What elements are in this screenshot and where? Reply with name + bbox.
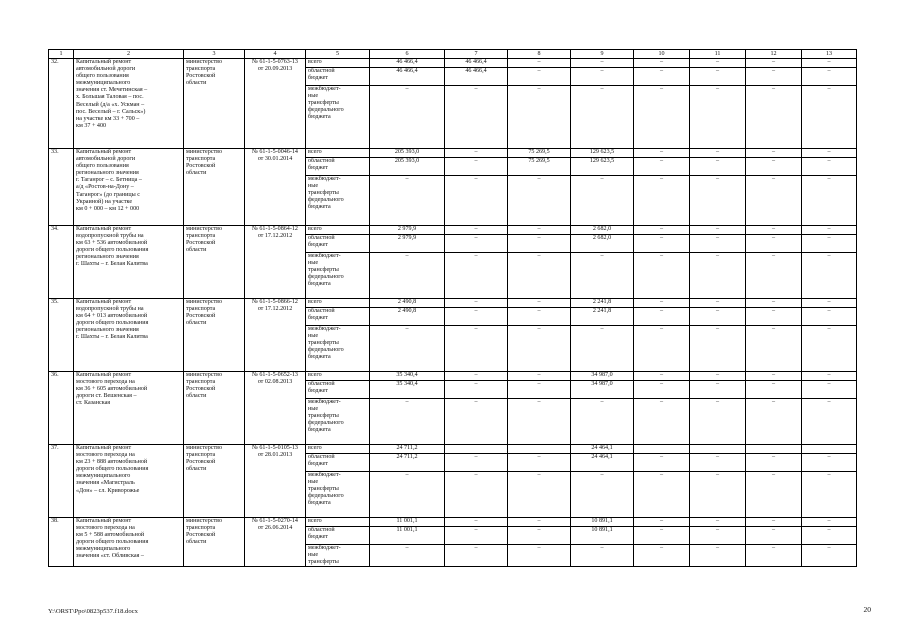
- funding-source: межбюджет- ные трансферты федерального бюджета: [306, 326, 370, 372]
- amount-cell: –: [445, 308, 508, 326]
- amount-cell: –: [634, 326, 690, 372]
- amount-cell: –: [802, 518, 857, 527]
- funding-source: всего: [306, 372, 370, 381]
- amount-cell: 2 979,9: [370, 235, 445, 253]
- object-name: Капитальный ремонт мостового перехода на км 36 + 605 автомобильной дороги ст. Вешенская – ст. Казанская: [74, 372, 184, 445]
- amount-cell: 2 241,8: [571, 299, 634, 308]
- amount-cell: –: [445, 326, 508, 372]
- funding-source: межбюджет- ные трансферты: [306, 545, 370, 567]
- funding-source: областной бюджет: [306, 527, 370, 545]
- amount-cell: –: [571, 399, 634, 445]
- amount-cell: –: [445, 299, 508, 308]
- amount-cell: –: [571, 86, 634, 149]
- amount-cell: –: [370, 86, 445, 149]
- amount-cell: 129 623,5: [571, 149, 634, 158]
- amount-cell: –: [370, 253, 445, 299]
- column-number: 2: [74, 50, 184, 59]
- amount-cell: 34 987,0: [571, 381, 634, 399]
- column-number: 9: [571, 50, 634, 59]
- amount-cell: –: [508, 372, 571, 381]
- amount-cell: –: [746, 176, 802, 226]
- amount-cell: –: [802, 86, 857, 149]
- amount-cell: –: [746, 149, 802, 158]
- amount-cell: –: [508, 399, 571, 445]
- amount-cell: –: [802, 381, 857, 399]
- amount-cell: 75 269,5: [508, 158, 571, 176]
- column-number: 8: [508, 50, 571, 59]
- column-number: 3: [184, 50, 245, 59]
- amount-cell: [690, 445, 746, 454]
- amount-cell: –: [690, 59, 746, 68]
- amount-cell: –: [690, 149, 746, 158]
- funding-source: межбюджет- ные трансферты федерального бюджета: [306, 86, 370, 149]
- amount-cell: –: [508, 518, 571, 527]
- amount-cell: –: [508, 454, 571, 472]
- amount-cell: 11 001,1: [370, 518, 445, 527]
- amount-cell: –: [508, 253, 571, 299]
- column-number: 7: [445, 50, 508, 59]
- funding-source: всего: [306, 518, 370, 527]
- amount-cell: –: [746, 158, 802, 176]
- amount-cell: –: [802, 372, 857, 381]
- amount-cell: 10 891,1: [571, 518, 634, 527]
- amount-cell: 35 340,4: [370, 381, 445, 399]
- amount-cell: –: [690, 454, 746, 472]
- amount-cell: [802, 445, 857, 454]
- funding-source: всего: [306, 149, 370, 158]
- amount-cell: 2 490,8: [370, 299, 445, 308]
- amount-cell: [746, 445, 802, 454]
- funding-source: всего: [306, 299, 370, 308]
- amount-cell: –: [370, 326, 445, 372]
- amount-cell: –: [690, 545, 746, 567]
- amount-cell: –: [508, 299, 571, 308]
- amount-cell: –: [746, 59, 802, 68]
- amount-cell: 2 682,0: [571, 226, 634, 235]
- amount-cell: –: [571, 176, 634, 226]
- funding-source: всего: [306, 226, 370, 235]
- funding-source: межбюджет- ные трансферты федерального бюджета: [306, 176, 370, 226]
- amount-cell: –: [634, 226, 690, 235]
- amount-cell: –: [746, 226, 802, 235]
- funding-source: всего: [306, 59, 370, 68]
- amount-cell: –: [508, 226, 571, 235]
- object-name: Капитальный ремонт автомобильной дороги общего пользования межмуниципального значения ст. Мечетинская – х. Большая Таловая – пос. Веселый (д/а «х. Ускман – пос. Веселый – г. Сальск») на участке км 33 + 700 – км 37 + 400: [74, 59, 184, 149]
- amount-cell: –: [746, 253, 802, 299]
- amount-cell: –: [746, 308, 802, 326]
- amount-cell: –: [802, 454, 857, 472]
- funding-source: всего: [306, 445, 370, 454]
- amount-cell: –: [445, 226, 508, 235]
- table-row: [49, 299, 857, 308]
- funding-source: областной бюджет: [306, 235, 370, 253]
- amount-cell: [508, 445, 571, 454]
- amount-cell: –: [445, 527, 508, 545]
- amount-cell: –: [508, 308, 571, 326]
- amount-cell: –: [802, 299, 857, 308]
- amount-cell: –: [690, 308, 746, 326]
- funding-source: областной бюджет: [306, 308, 370, 326]
- amount-cell: –: [445, 454, 508, 472]
- amount-cell: –: [445, 372, 508, 381]
- amount-cell: 205 393,0: [370, 149, 445, 158]
- amount-cell: –: [508, 235, 571, 253]
- amount-cell: 24 464,1: [571, 454, 634, 472]
- row-number: 33.: [49, 149, 74, 226]
- amount-cell: –: [802, 176, 857, 226]
- amount-cell: –: [634, 253, 690, 299]
- responsible-ministry: министерство транспорта Ростовской области: [184, 226, 245, 299]
- amount-cell: –: [370, 176, 445, 226]
- amount-cell: [445, 445, 508, 454]
- amount-cell: –: [508, 326, 571, 372]
- column-number: 11: [690, 50, 746, 59]
- amount-cell: –: [508, 68, 571, 86]
- object-name: Капитальный ремонт автомобильной дороги общего пользования регионального значения г. Таганрог – с. Бетница – а/д «Ростов-на-Дону – Таганрог» (до границы с Украиной) на участке км 0 + 000 – км 12 + 000: [74, 149, 184, 226]
- amount-cell: 2 490,8: [370, 308, 445, 326]
- column-number: 5: [306, 50, 370, 59]
- amount-cell: –: [571, 545, 634, 567]
- amount-cell: –: [802, 545, 857, 567]
- amount-cell: –: [746, 518, 802, 527]
- amount-cell: –: [508, 176, 571, 226]
- amount-cell: 2 241,8: [571, 308, 634, 326]
- amount-cell: –: [690, 86, 746, 149]
- budget-table: [48, 49, 857, 567]
- object-name: Капитальный ремонт водопропускной трубы на км 63 + 536 автомобильной дороги общего пользования регионального значения г. Шахты – г. Белая Калитва: [74, 226, 184, 299]
- amount-cell: –: [634, 68, 690, 86]
- table-row: [49, 226, 857, 235]
- amount-cell: –: [690, 299, 746, 308]
- amount-cell: –: [634, 158, 690, 176]
- amount-cell: –: [690, 472, 746, 518]
- funding-source: межбюджет- ные трансферты федерального бюджета: [306, 472, 370, 518]
- amount-cell: –: [802, 527, 857, 545]
- funding-source: областной бюджет: [306, 454, 370, 472]
- funding-source: областной бюджет: [306, 68, 370, 86]
- amount-cell: 75 269,5: [508, 149, 571, 158]
- amount-cell: –: [746, 299, 802, 308]
- expertise-document: № 61-1-5-0763-13 от 20.09.2013: [245, 59, 306, 149]
- amount-cell: –: [634, 372, 690, 381]
- amount-cell: –: [445, 399, 508, 445]
- amount-cell: –: [690, 176, 746, 226]
- amount-cell: –: [690, 527, 746, 545]
- column-number: 4: [245, 50, 306, 59]
- column-number: 12: [746, 50, 802, 59]
- amount-cell: –: [690, 326, 746, 372]
- amount-cell: –: [746, 472, 802, 518]
- row-number: 32.: [49, 59, 74, 149]
- amount-cell: –: [746, 399, 802, 445]
- table-row: [49, 372, 857, 381]
- amount-cell: –: [634, 299, 690, 308]
- object-name: Капитальный ремонт водопропускной трубы на км 64 + 013 автомобильной дороги общего пользования регионального значения г. Шахты – г. Белая Калитва: [74, 299, 184, 372]
- amount-cell: –: [370, 399, 445, 445]
- amount-cell: –: [746, 326, 802, 372]
- amount-cell: 129 623,5: [571, 158, 634, 176]
- responsible-ministry: министерство транспорта Ростовской области: [184, 299, 245, 372]
- expertise-document: № 61-1-5-0652-13 от 02.08.2013: [245, 372, 306, 445]
- responsible-ministry: министерство транспорта Ростовской области: [184, 372, 245, 445]
- object-name: Капитальный ремонт мостового перехода на км 23 + 888 автомобильной дороги общего пользования межмуниципального значения «Магистраль «Дон» – сл. Криворожье: [74, 445, 184, 518]
- amount-cell: 2 979,9: [370, 226, 445, 235]
- amount-cell: –: [571, 472, 634, 518]
- amount-cell: –: [571, 253, 634, 299]
- object-name: Капитальный ремонт мостового перехода на км 5 + 588 автомобильной дороги общего пользования межмуниципального значения «ст. Обливская –: [74, 518, 184, 567]
- amount-cell: –: [634, 176, 690, 226]
- amount-cell: –: [690, 381, 746, 399]
- amount-cell: –: [690, 226, 746, 235]
- row-number: 34.: [49, 226, 74, 299]
- column-number: 6: [370, 50, 445, 59]
- amount-cell: 35 340,4: [370, 372, 445, 381]
- amount-cell: 46 466,4: [445, 68, 508, 86]
- amount-cell: –: [571, 68, 634, 86]
- amount-cell: 34 987,0: [571, 372, 634, 381]
- amount-cell: –: [634, 399, 690, 445]
- amount-cell: –: [571, 326, 634, 372]
- table-row: [49, 149, 857, 158]
- responsible-ministry: министерство транспорта Ростовской области: [184, 445, 245, 518]
- amount-cell: –: [746, 372, 802, 381]
- amount-cell: –: [445, 176, 508, 226]
- amount-cell: –: [746, 545, 802, 567]
- amount-cell: –: [445, 158, 508, 176]
- amount-cell: –: [746, 527, 802, 545]
- amount-cell: –: [802, 149, 857, 158]
- responsible-ministry: министерство транспорта Ростовской области: [184, 518, 245, 567]
- amount-cell: 2 682,0: [571, 235, 634, 253]
- expertise-document: № 61-1-5-0046-14 от 30.01.2014: [245, 149, 306, 226]
- amount-cell: –: [445, 472, 508, 518]
- funding-source: межбюджет- ные трансферты федерального бюджета: [306, 399, 370, 445]
- row-number: 37.: [49, 445, 74, 518]
- column-number: 10: [634, 50, 690, 59]
- amount-cell: –: [634, 308, 690, 326]
- expertise-document: № 61-1-5-0270-14 от 26.06.2014: [245, 518, 306, 567]
- amount-cell: –: [802, 308, 857, 326]
- amount-cell: –: [634, 235, 690, 253]
- amount-cell: –: [508, 472, 571, 518]
- expertise-document: № 61-1-5-0866-12 от 17.12.2012: [245, 299, 306, 372]
- amount-cell: –: [445, 86, 508, 149]
- amount-cell: –: [802, 235, 857, 253]
- amount-cell: 11 001,1: [370, 527, 445, 545]
- amount-cell: –: [634, 381, 690, 399]
- amount-cell: –: [690, 399, 746, 445]
- amount-cell: –: [508, 527, 571, 545]
- amount-cell: –: [690, 253, 746, 299]
- amount-cell: –: [634, 527, 690, 545]
- amount-cell: –: [634, 518, 690, 527]
- amount-cell: –: [690, 68, 746, 86]
- amount-cell: –: [634, 545, 690, 567]
- table-row: [49, 518, 857, 527]
- amount-cell: –: [802, 399, 857, 445]
- amount-cell: –: [802, 68, 857, 86]
- amount-cell: –: [802, 472, 857, 518]
- amount-cell: 24 464,1: [571, 445, 634, 454]
- amount-cell: –: [802, 326, 857, 372]
- document-path: Y:\ORST\Ppo\0823p537.f18.docx: [48, 608, 138, 615]
- amount-cell: –: [746, 381, 802, 399]
- amount-cell: [634, 445, 690, 454]
- amount-cell: –: [802, 158, 857, 176]
- row-number: 35.: [49, 299, 74, 372]
- column-number: 13: [802, 50, 857, 59]
- row-number: 36.: [49, 372, 74, 445]
- amount-cell: 24 711,2: [370, 445, 445, 454]
- amount-cell: –: [802, 226, 857, 235]
- amount-cell: –: [690, 235, 746, 253]
- amount-cell: –: [445, 253, 508, 299]
- responsible-ministry: министерство транспорта Ростовской области: [184, 149, 245, 226]
- table-row: [49, 59, 857, 68]
- amount-cell: –: [508, 86, 571, 149]
- responsible-ministry: министерство транспорта Ростовской области: [184, 59, 245, 149]
- amount-cell: –: [746, 86, 802, 149]
- amount-cell: –: [634, 86, 690, 149]
- amount-cell: –: [370, 472, 445, 518]
- amount-cell: 10 891,1: [571, 527, 634, 545]
- table-row: [49, 445, 857, 454]
- amount-cell: –: [690, 518, 746, 527]
- amount-cell: –: [690, 158, 746, 176]
- amount-cell: –: [634, 149, 690, 158]
- amount-cell: –: [370, 545, 445, 567]
- amount-cell: 24 711,2: [370, 454, 445, 472]
- amount-cell: –: [634, 454, 690, 472]
- column-number: 1: [49, 50, 74, 59]
- page-number: 20: [863, 605, 871, 614]
- amount-cell: –: [746, 68, 802, 86]
- amount-cell: –: [802, 253, 857, 299]
- amount-cell: –: [445, 235, 508, 253]
- amount-cell: 46 466,4: [370, 59, 445, 68]
- funding-source: областной бюджет: [306, 381, 370, 399]
- amount-cell: –: [445, 518, 508, 527]
- funding-source: областной бюджет: [306, 158, 370, 176]
- expertise-document: № 61-1-5-0864-12 от 17.12.2012: [245, 226, 306, 299]
- amount-cell: –: [634, 472, 690, 518]
- amount-cell: –: [746, 454, 802, 472]
- amount-cell: 46 466,4: [370, 68, 445, 86]
- amount-cell: –: [445, 381, 508, 399]
- expertise-document: № 61-1-5-0105-13 от 28.01.2013: [245, 445, 306, 518]
- amount-cell: –: [508, 59, 571, 68]
- row-number: 38.: [49, 518, 74, 567]
- amount-cell: –: [445, 545, 508, 567]
- amount-cell: –: [690, 372, 746, 381]
- amount-cell: –: [802, 59, 857, 68]
- amount-cell: –: [746, 235, 802, 253]
- amount-cell: –: [445, 149, 508, 158]
- amount-cell: –: [571, 59, 634, 68]
- amount-cell: 205 393,0: [370, 158, 445, 176]
- funding-source: межбюджет- ные трансферты федерального бюджета: [306, 253, 370, 299]
- column-number-row: [49, 50, 857, 59]
- amount-cell: –: [634, 59, 690, 68]
- amount-cell: 46 466,4: [445, 59, 508, 68]
- amount-cell: –: [508, 381, 571, 399]
- amount-cell: –: [508, 545, 571, 567]
